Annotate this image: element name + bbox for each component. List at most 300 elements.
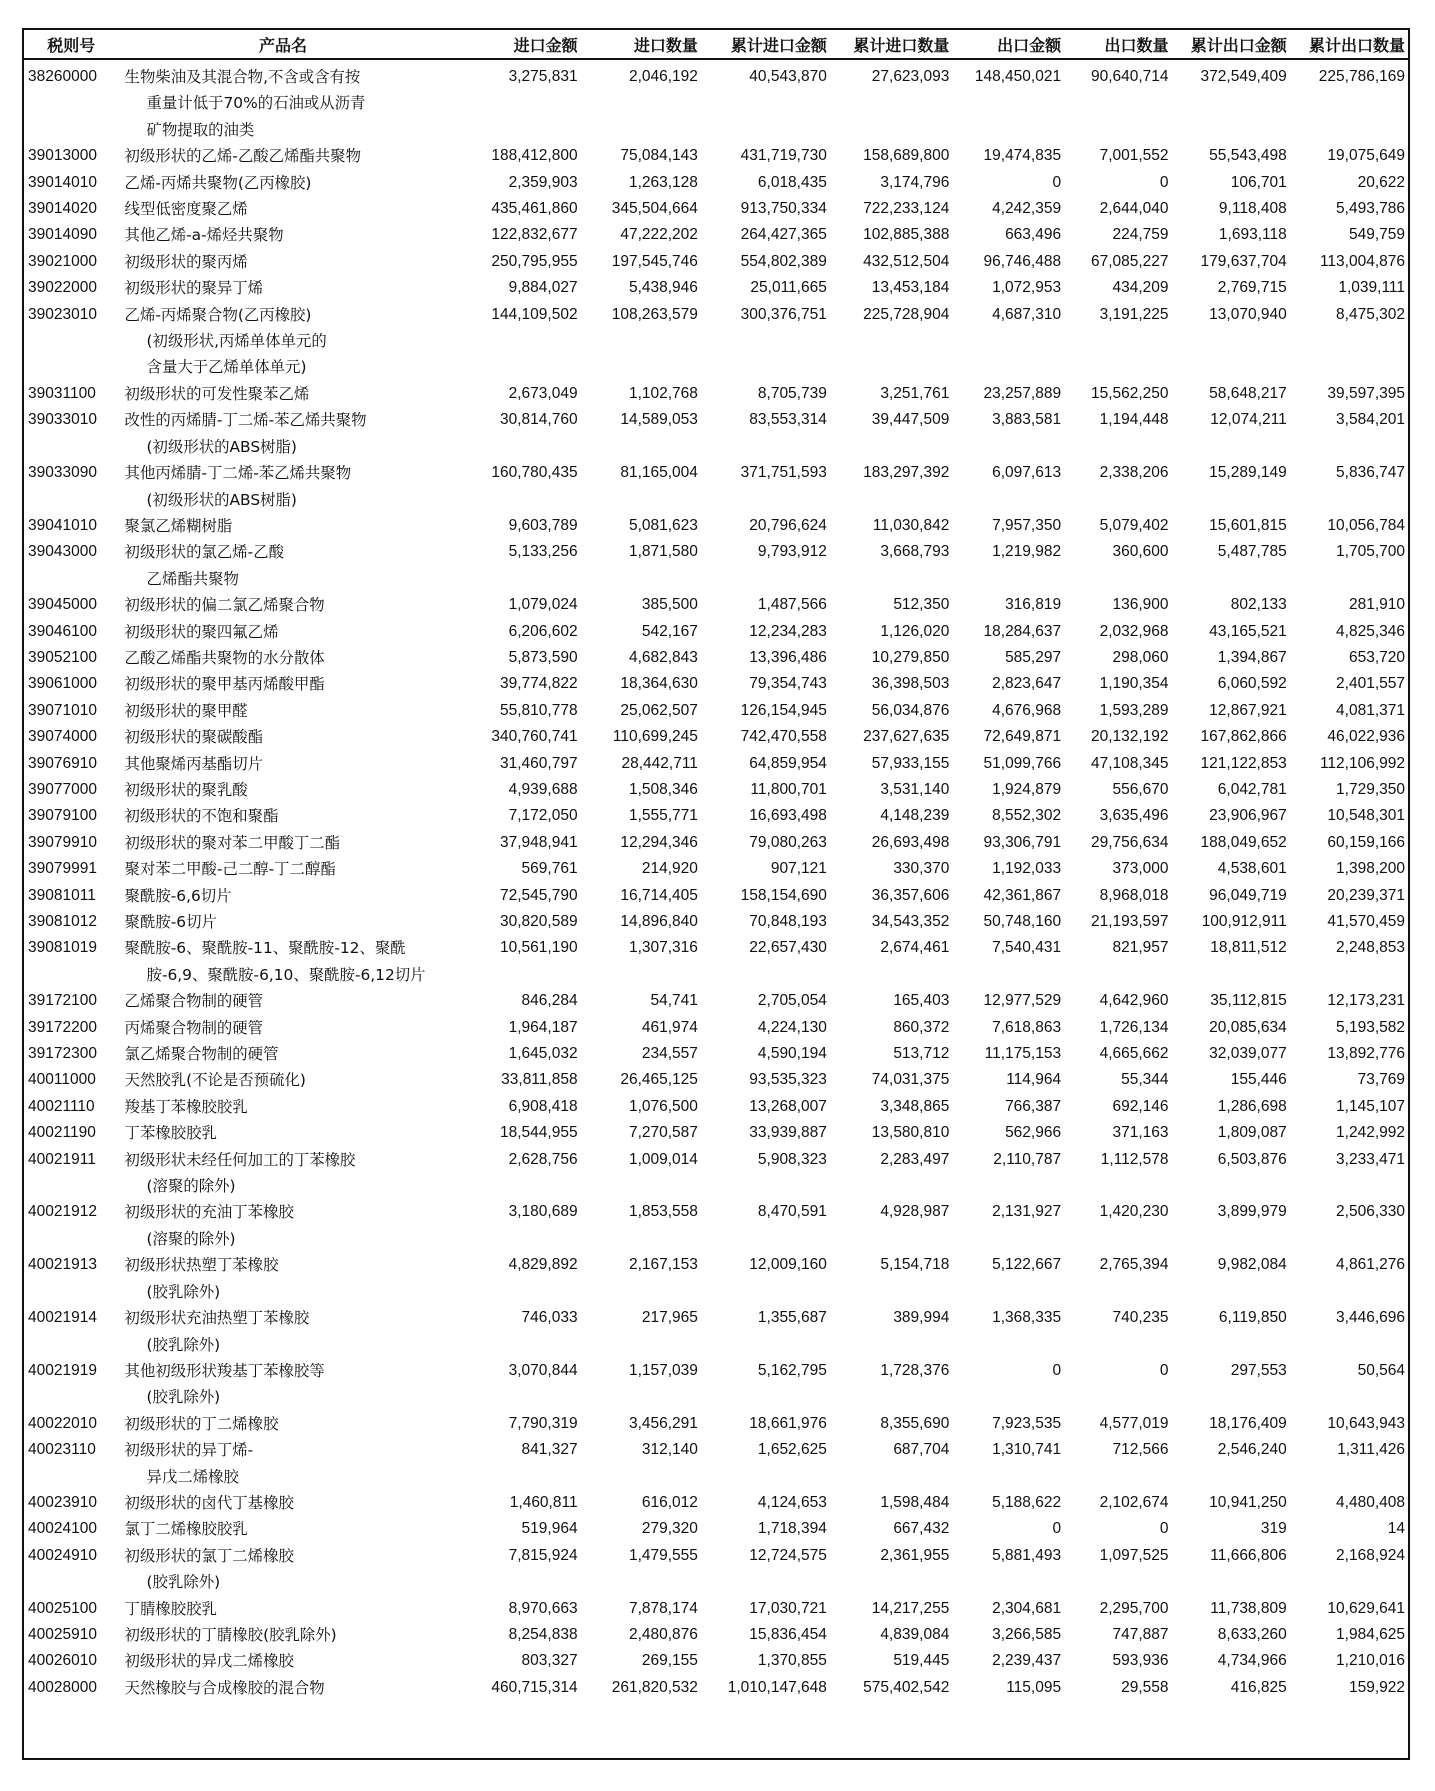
- table-row: [24, 1411, 1408, 1437]
- product-name-line: (初级形状,丙烯单体单元的: [146, 332, 327, 351]
- product-name-cell: [119, 1015, 448, 1041]
- table-row: [24, 59, 1408, 143]
- import-amount-cell: 30,820,589: [500, 913, 578, 930]
- table-row: [24, 1596, 1408, 1622]
- import-amount-cell: 3,070,844: [508, 1361, 578, 1379]
- tariff-code-cell: 39031100: [28, 384, 96, 402]
- export-quantity-cell: 2,338,206: [1099, 464, 1169, 482]
- cumulative-export-amount-cell: 802,133: [1230, 596, 1287, 614]
- import-quantity-cell: 47,222,202: [620, 226, 698, 244]
- export-quantity-cell: 298,060: [1112, 648, 1169, 666]
- import-amount-cell: 1,964,187: [508, 1018, 578, 1036]
- tariff-code-cell: 40021190: [28, 1124, 96, 1142]
- product-name-line: 氯丁二烯橡胶胶乳: [124, 1520, 248, 1539]
- table-row: [24, 1094, 1408, 1120]
- export-quantity-cell: 821,957: [1112, 939, 1169, 957]
- product-name-line: 乙酸乙烯酯共聚物的水分散体: [124, 648, 325, 667]
- cumulative-import-quantity-cell: 860,372: [893, 1018, 950, 1036]
- cumulative-import-quantity-cell: 56,034,876: [871, 701, 950, 719]
- import-quantity-cell: 1,853,558: [628, 1203, 698, 1221]
- import-quantity-cell: 28,442,711: [621, 754, 698, 772]
- export-quantity-cell: 7,001,552: [1099, 147, 1169, 165]
- import-amount-cell: 39,774,822: [500, 675, 578, 693]
- table-row: [24, 170, 1408, 196]
- export-amount-cell: 7,618,863: [992, 1018, 1062, 1036]
- table-row: [24, 143, 1408, 169]
- cumulative-import-amount-cell: 742,470,558: [740, 728, 827, 746]
- export-amount-cell: 115,095: [1006, 1678, 1062, 1696]
- product-name-cell: [119, 1147, 448, 1200]
- cumulative-export-quantity-cell: 653,720: [1348, 648, 1405, 666]
- export-quantity-cell: 373,000: [1112, 860, 1169, 878]
- export-quantity-cell: 360,600: [1112, 543, 1169, 561]
- cumulative-import-quantity-cell: 512,350: [893, 596, 950, 614]
- export-amount-cell: 12,977,529: [983, 992, 1062, 1010]
- product-name-line: 初级形状未经任何加工的丁苯橡胶: [124, 1150, 356, 1169]
- import-quantity-cell: 7,270,587: [628, 1124, 698, 1142]
- product-name-cell: [119, 1411, 448, 1437]
- table-row: [24, 1067, 1408, 1093]
- product-name-line: (胶乳除外): [146, 1335, 221, 1354]
- cumulative-import-quantity-cell: 389,994: [893, 1309, 950, 1327]
- table-row: [24, 909, 1408, 935]
- cumulative-export-amount-cell: 12,867,921: [1209, 701, 1287, 719]
- table-row: [24, 1041, 1408, 1067]
- table-row: [24, 671, 1408, 697]
- tariff-code-cell: 39061000: [28, 675, 97, 693]
- cumulative-import-amount-cell: 5,162,795: [757, 1361, 827, 1379]
- cumulative-export-quantity-cell: 1,311,426: [1337, 1441, 1405, 1459]
- cumulative-export-quantity-cell: 4,480,408: [1336, 1493, 1405, 1511]
- export-amount-cell: 0: [1052, 1520, 1062, 1538]
- table-row: [24, 1252, 1408, 1305]
- cumulative-import-amount-cell: 13,268,007: [749, 1097, 827, 1115]
- table-row: [24, 1516, 1408, 1542]
- export-quantity-cell: 3,635,496: [1099, 807, 1169, 825]
- cumulative-import-amount-cell: 5,908,323: [757, 1150, 827, 1168]
- cumulative-import-amount-cell: 554,802,389: [740, 252, 827, 270]
- product-name-cell: [119, 1358, 448, 1411]
- tariff-code-cell: 39071010: [28, 701, 97, 719]
- import-quantity-cell: 542,167: [641, 622, 698, 640]
- product-name-line: 丙烯聚合物制的硬管: [124, 1018, 264, 1037]
- import-quantity-cell: 12,294,346: [620, 833, 698, 851]
- tariff-code-cell: 40028000: [28, 1678, 97, 1696]
- cumulative-export-quantity-cell: 5,493,786: [1336, 200, 1405, 218]
- product-name-cell: [119, 1490, 448, 1516]
- product-name-line: 初级形状的氯丁二烯橡胶: [124, 1546, 294, 1565]
- export-quantity-cell: 1,726,134: [1099, 1018, 1169, 1036]
- import-quantity-cell: 269,155: [641, 1652, 698, 1670]
- import-quantity-cell: 1,263,128: [628, 173, 698, 191]
- product-name-line: 初级形状的聚丙烯: [124, 252, 248, 271]
- import-amount-cell: 5,873,590: [508, 648, 578, 666]
- cumulative-import-quantity-cell: 13,453,184: [871, 279, 950, 297]
- import-quantity-cell: 2,046,192: [628, 68, 698, 85]
- tariff-code-cell: 38260000: [28, 68, 97, 85]
- tariff-code-cell: 39172100: [28, 992, 97, 1010]
- export-quantity-cell: 15,562,250: [1090, 384, 1169, 402]
- export-amount-cell: 19,474,835: [983, 147, 1062, 165]
- product-name-line: 改性的丙烯腈-丁二烯-苯乙烯共聚物: [124, 411, 367, 430]
- cumulative-export-amount-cell: 9,982,084: [1217, 1256, 1287, 1274]
- cumulative-export-quantity-cell: 50,564: [1357, 1361, 1405, 1379]
- export-quantity-cell: 692,146: [1112, 1097, 1169, 1115]
- cumulative-export-amount-cell: 2,546,240: [1217, 1441, 1287, 1459]
- tariff-code-cell: 40024100: [28, 1520, 97, 1538]
- cumulative-export-quantity-cell: 2,506,330: [1336, 1203, 1405, 1221]
- cumulative-import-quantity-cell: 1,728,376: [880, 1361, 950, 1379]
- cumulative-export-quantity-cell: 41,570,459: [1327, 913, 1405, 930]
- product-name-cell: [119, 1543, 448, 1596]
- table-row: [24, 988, 1408, 1014]
- import-amount-cell: 519,964: [521, 1520, 578, 1538]
- product-name-line: 天然胶乳(不论是否预硫化): [124, 1071, 306, 1090]
- cumulative-import-quantity-cell: 2,361,955: [880, 1546, 950, 1564]
- import-amount-cell: 2,359,903: [508, 173, 578, 191]
- export-amount-cell: 50,748,160: [983, 913, 1062, 930]
- cumulative-import-quantity-cell: 3,251,761: [880, 384, 950, 402]
- import-amount-cell: 3,180,689: [508, 1203, 578, 1221]
- product-name-cell: [119, 1675, 448, 1701]
- cumulative-import-quantity-cell: 13,580,810: [871, 1124, 950, 1142]
- export-amount-cell: 4,687,310: [992, 305, 1062, 323]
- tariff-code-cell: 39014020: [28, 200, 97, 218]
- table-row: [24, 249, 1408, 275]
- export-amount-cell: 766,387: [1005, 1097, 1062, 1115]
- product-name-cell: [119, 803, 448, 829]
- tariff-code-cell: 40021914: [28, 1309, 97, 1327]
- export-amount-cell: 148,450,021: [974, 68, 1062, 85]
- export-quantity-cell: 0: [1159, 1361, 1169, 1379]
- cumulative-import-amount-cell: 25,011,665: [750, 279, 827, 297]
- export-amount-cell: 1,192,033: [992, 860, 1062, 878]
- cumulative-export-quantity-cell: 549,759: [1348, 226, 1405, 244]
- cumulative-import-quantity-cell: 1,598,484: [880, 1493, 950, 1511]
- import-quantity-cell: 279,320: [641, 1520, 698, 1538]
- import-quantity-cell: 4,682,843: [628, 648, 698, 666]
- export-quantity-cell: 20,132,192: [1090, 728, 1169, 746]
- tariff-code-cell: 40022010: [28, 1414, 97, 1432]
- cumulative-export-amount-cell: 58,648,217: [1209, 384, 1287, 402]
- export-quantity-cell: 593,936: [1112, 1652, 1169, 1670]
- product-name-cell: [119, 777, 448, 803]
- import-amount-cell: 31,460,797: [500, 754, 578, 772]
- import-amount-cell: 841,327: [521, 1441, 578, 1459]
- cumulative-import-quantity-cell: 237,627,635: [863, 728, 950, 746]
- tariff-code-cell: 40021911: [28, 1150, 96, 1168]
- product-name-cell: [119, 407, 448, 460]
- cumulative-export-quantity-cell: 46,022,936: [1327, 728, 1405, 746]
- export-quantity-cell: 2,032,968: [1099, 622, 1169, 640]
- export-amount-cell: 2,239,437: [992, 1652, 1062, 1670]
- export-amount-cell: 316,819: [1005, 596, 1062, 614]
- product-name-line: 乙烯聚合物制的硬管: [124, 992, 264, 1011]
- header-import-amount: 进口金额: [447, 30, 580, 59]
- product-name-line: (溶聚的除外): [146, 1177, 236, 1196]
- cumulative-export-quantity-cell: 10,548,301: [1327, 807, 1405, 825]
- import-amount-cell: 3,275,831: [508, 68, 578, 85]
- cumulative-export-quantity-cell: 1,039,111: [1338, 279, 1405, 297]
- import-quantity-cell: 214,920: [641, 860, 698, 878]
- table-row: [24, 1305, 1408, 1358]
- import-amount-cell: 72,545,790: [500, 886, 578, 904]
- table-row: [24, 724, 1408, 750]
- table-row: [24, 1543, 1408, 1596]
- export-quantity-cell: 712,566: [1112, 1441, 1169, 1459]
- cumulative-export-amount-cell: 55,543,498: [1209, 147, 1287, 165]
- product-name-line: 初级形状的丁二烯橡胶: [124, 1414, 279, 1433]
- import-quantity-cell: 110,699,245: [612, 728, 698, 746]
- export-amount-cell: 1,924,879: [992, 780, 1062, 798]
- cumulative-export-amount-cell: 20,085,634: [1209, 1018, 1287, 1036]
- export-amount-cell: 4,242,359: [992, 200, 1062, 218]
- export-quantity-cell: 29,558: [1121, 1678, 1169, 1696]
- export-quantity-cell: 90,640,714: [1090, 68, 1169, 85]
- import-quantity-cell: 5,081,623: [628, 516, 698, 534]
- export-amount-cell: 1,310,741: [992, 1441, 1062, 1459]
- header-product-name: 产品名: [119, 30, 448, 59]
- cumulative-export-amount-cell: 1,693,118: [1218, 226, 1287, 244]
- export-amount-cell: 6,097,613: [992, 464, 1062, 482]
- cumulative-import-quantity-cell: 102,885,388: [863, 226, 950, 244]
- import-amount-cell: 1,079,024: [508, 596, 578, 614]
- table-row: [24, 302, 1408, 381]
- import-quantity-cell: 54,741: [650, 992, 698, 1010]
- cumulative-import-quantity-cell: 36,398,503: [871, 675, 950, 693]
- tariff-code-cell: 39022000: [28, 279, 97, 297]
- cumulative-export-quantity-cell: 12,173,231: [1327, 992, 1405, 1010]
- product-name-line: 初级形状的可发性聚苯乙烯: [124, 384, 310, 403]
- export-amount-cell: 42,361,867: [983, 886, 1062, 904]
- tariff-code-cell: 39077000: [28, 780, 97, 798]
- cumulative-import-amount-cell: 12,724,575: [749, 1546, 827, 1564]
- product-name-cell: [119, 170, 448, 196]
- import-quantity-cell: 1,102,768: [628, 384, 698, 402]
- product-name-line: 生物柴油及其混合物,不含或含有按: [124, 68, 361, 86]
- product-name-line: 含量大于乙烯单体单元): [146, 358, 307, 377]
- product-name-cell: [119, 1596, 448, 1622]
- cumulative-import-amount-cell: 371,751,593: [740, 464, 827, 482]
- import-quantity-cell: 345,504,664: [611, 200, 698, 218]
- product-name-line: 初级形状的充油丁苯橡胶: [124, 1203, 294, 1222]
- export-amount-cell: 1,368,335: [992, 1309, 1062, 1327]
- tariff-code-cell: 40021919: [28, 1361, 97, 1379]
- product-name-cell: [119, 909, 448, 935]
- tariff-code-cell: 39045000: [28, 596, 97, 614]
- table-body: [24, 59, 1408, 1701]
- import-quantity-cell: 616,012: [641, 1493, 698, 1511]
- export-quantity-cell: 2,644,040: [1099, 200, 1169, 218]
- cumulative-import-quantity-cell: 513,712: [893, 1045, 950, 1063]
- cumulative-export-quantity-cell: 1,729,350: [1336, 780, 1405, 798]
- import-quantity-cell: 1,157,039: [628, 1361, 698, 1379]
- export-amount-cell: 663,496: [1005, 226, 1062, 244]
- cumulative-import-amount-cell: 64,859,954: [749, 754, 827, 772]
- cumulative-export-amount-cell: 2,769,715: [1217, 279, 1287, 297]
- product-name-line: 其他聚烯丙基酯切片: [124, 754, 264, 773]
- cumulative-export-amount-cell: 23,906,967: [1209, 807, 1287, 825]
- cumulative-export-amount-cell: 100,912,911: [1201, 913, 1287, 930]
- cumulative-import-amount-cell: 6,018,435: [757, 173, 827, 191]
- table-row: [24, 1199, 1408, 1252]
- cumulative-import-quantity-cell: 11,030,842: [872, 516, 950, 534]
- cumulative-import-quantity-cell: 34,543,352: [871, 913, 950, 930]
- header-export-quantity: 出口数量: [1064, 30, 1171, 59]
- export-quantity-cell: 21,193,597: [1090, 913, 1169, 930]
- cumulative-import-amount-cell: 907,121: [770, 860, 827, 878]
- import-quantity-cell: 16,714,405: [620, 886, 698, 904]
- import-amount-cell: 10,561,190: [500, 939, 578, 957]
- product-name-line: 天然橡胶与合成橡胶的混合物: [124, 1678, 325, 1697]
- tariff-code-cell: 40025100: [28, 1599, 97, 1617]
- product-name-line: 乙烯酯共聚物: [146, 569, 239, 588]
- cumulative-export-quantity-cell: 20,239,371: [1327, 886, 1405, 904]
- product-name-line: 氯乙烯聚合物制的硬管: [124, 1045, 279, 1064]
- table-frame: [22, 28, 1410, 1760]
- cumulative-import-amount-cell: 79,080,263: [749, 833, 827, 851]
- cumulative-import-quantity-cell: 4,839,084: [880, 1625, 950, 1643]
- export-amount-cell: 585,297: [1005, 648, 1062, 666]
- cumulative-import-amount-cell: 1,010,147,648: [727, 1678, 827, 1696]
- export-amount-cell: 96,746,488: [983, 252, 1062, 270]
- cumulative-import-quantity-cell: 3,174,796: [880, 173, 950, 191]
- product-name-line: 初级形状的聚四氟乙烯: [124, 622, 279, 641]
- table-row: [24, 777, 1408, 803]
- cumulative-import-amount-cell: 18,661,976: [749, 1414, 827, 1432]
- tariff-code-cell: 39033010: [28, 411, 97, 429]
- export-quantity-cell: 55,344: [1121, 1071, 1169, 1089]
- export-quantity-cell: 8,968,018: [1099, 886, 1169, 904]
- tariff-code-cell: 39076910: [28, 754, 97, 772]
- tariff-code-cell: 39043000: [28, 543, 97, 561]
- tariff-code-cell: 39172300: [28, 1045, 97, 1063]
- cumulative-import-quantity-cell: 4,148,239: [880, 807, 950, 825]
- cumulative-export-amount-cell: 11,738,809: [1210, 1599, 1287, 1617]
- cumulative-export-quantity-cell: 113,004,876: [1319, 252, 1405, 270]
- cumulative-export-quantity-cell: 1,398,200: [1336, 860, 1405, 878]
- cumulative-import-quantity-cell: 519,445: [893, 1652, 950, 1670]
- product-name-cell: [119, 1305, 448, 1358]
- cumulative-export-quantity-cell: 3,446,696: [1336, 1309, 1405, 1327]
- export-amount-cell: 0: [1052, 1361, 1062, 1379]
- cumulative-import-amount-cell: 33,939,887: [749, 1124, 827, 1142]
- header-cumulative-import-amount: 累计进口金额: [701, 30, 830, 59]
- cumulative-export-quantity-cell: 4,825,346: [1336, 622, 1405, 640]
- tariff-code-cell: 40021913: [28, 1256, 97, 1274]
- import-quantity-cell: 75,084,143: [620, 147, 698, 165]
- cumulative-export-amount-cell: 319: [1260, 1520, 1287, 1538]
- table-row: [24, 1437, 1408, 1490]
- import-quantity-cell: 18,364,630: [620, 675, 698, 693]
- import-quantity-cell: 1,479,555: [628, 1546, 698, 1564]
- cumulative-export-amount-cell: 18,811,512: [1210, 939, 1287, 957]
- cumulative-import-quantity-cell: 687,704: [893, 1441, 950, 1459]
- export-quantity-cell: 3,191,225: [1099, 305, 1169, 323]
- import-quantity-cell: 81,165,004: [620, 464, 698, 482]
- product-name-line: 初级形状充油热塑丁苯橡胶: [124, 1309, 310, 1328]
- export-quantity-cell: 1,097,525: [1099, 1546, 1169, 1564]
- cumulative-export-quantity-cell: 5,193,582: [1336, 1018, 1405, 1036]
- import-amount-cell: 144,109,502: [491, 305, 578, 323]
- cumulative-import-quantity-cell: 2,283,497: [880, 1150, 950, 1168]
- header-cumulative-export-amount: 累计出口金额: [1172, 30, 1290, 59]
- cumulative-export-amount-cell: 1,809,087: [1217, 1124, 1287, 1142]
- cumulative-import-quantity-cell: 575,402,542: [863, 1678, 950, 1696]
- import-amount-cell: 460,715,314: [491, 1678, 578, 1696]
- table-row: [24, 830, 1408, 856]
- cumulative-import-amount-cell: 1,487,566: [757, 596, 827, 614]
- export-quantity-cell: 1,194,448: [1099, 411, 1169, 429]
- export-amount-cell: 2,823,647: [992, 675, 1062, 693]
- export-amount-cell: 5,881,493: [992, 1546, 1062, 1564]
- cumulative-export-quantity-cell: 2,248,853: [1336, 939, 1405, 957]
- import-amount-cell: 435,461,860: [491, 200, 578, 218]
- cumulative-import-quantity-cell: 36,357,606: [871, 886, 950, 904]
- product-name-line: 矿物提取的油类: [146, 120, 255, 139]
- trade-data-table: [24, 30, 1408, 1701]
- tariff-code-cell: 39052100: [28, 648, 97, 666]
- product-name-line: (初级形状的ABS树脂): [146, 490, 297, 509]
- import-amount-cell: 1,645,032: [508, 1045, 578, 1063]
- cumulative-export-amount-cell: 297,553: [1230, 1361, 1287, 1379]
- cumulative-export-quantity-cell: 5,836,747: [1336, 464, 1405, 482]
- import-quantity-cell: 1,009,014: [628, 1150, 698, 1168]
- product-name-cell: [119, 143, 448, 169]
- product-name-line: 初级形状的异戊二烯橡胶: [124, 1652, 294, 1671]
- cumulative-export-amount-cell: 8,633,260: [1217, 1625, 1287, 1643]
- export-amount-cell: 114,964: [1006, 1071, 1062, 1089]
- export-amount-cell: 8,552,302: [992, 807, 1062, 825]
- cumulative-export-quantity-cell: 10,643,943: [1327, 1414, 1405, 1432]
- cumulative-export-amount-cell: 1,286,698: [1217, 1097, 1287, 1115]
- cumulative-import-quantity-cell: 39,447,509: [871, 411, 950, 429]
- product-name-line: 初级形状的乙烯-乙酸乙烯酯共聚物: [124, 147, 361, 166]
- table-row: [24, 381, 1408, 407]
- tariff-code-cell: 39041010: [28, 516, 97, 534]
- cumulative-import-amount-cell: 1,652,625: [757, 1441, 827, 1459]
- import-quantity-cell: 217,965: [641, 1309, 698, 1327]
- import-amount-cell: 18,544,955: [500, 1124, 578, 1142]
- product-name-cell: [119, 724, 448, 750]
- import-amount-cell: 5,133,256: [508, 543, 578, 561]
- cumulative-import-amount-cell: 126,154,945: [740, 701, 827, 719]
- table-row: [24, 1675, 1408, 1701]
- product-name-line: 聚酰胺-6、聚酰胺-11、聚酰胺-12、聚酰: [124, 939, 406, 958]
- cumulative-export-amount-cell: 13,070,940: [1209, 305, 1287, 323]
- cumulative-export-quantity-cell: 1,705,700: [1336, 543, 1405, 561]
- cumulative-import-amount-cell: 8,470,591: [757, 1203, 827, 1221]
- cumulative-export-amount-cell: 32,039,077: [1209, 1045, 1287, 1063]
- product-name-cell: [119, 1648, 448, 1674]
- product-name-cell: [119, 698, 448, 724]
- cumulative-export-amount-cell: 15,601,815: [1209, 516, 1287, 534]
- cumulative-export-quantity-cell: 20,622: [1357, 173, 1405, 191]
- table-row: [24, 539, 1408, 592]
- table-row: [24, 751, 1408, 777]
- cumulative-export-quantity-cell: 2,401,557: [1336, 675, 1405, 693]
- product-name-cell: [119, 302, 448, 381]
- import-quantity-cell: 2,480,876: [628, 1625, 698, 1643]
- export-amount-cell: 93,306,791: [983, 833, 1062, 851]
- product-name-cell: [119, 275, 448, 301]
- export-quantity-cell: 5,079,402: [1099, 516, 1169, 534]
- cumulative-import-quantity-cell: 1,126,020: [880, 622, 950, 640]
- cumulative-import-amount-cell: 22,657,430: [749, 939, 827, 957]
- product-name-cell: [119, 1516, 448, 1542]
- table-row: [24, 803, 1408, 829]
- import-quantity-cell: 2,167,153: [628, 1256, 698, 1274]
